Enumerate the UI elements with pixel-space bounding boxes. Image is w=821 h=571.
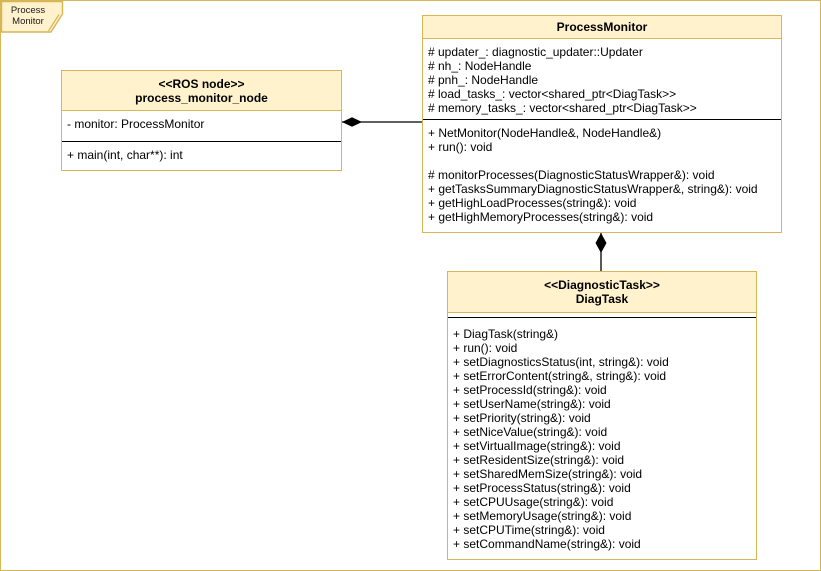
- method-line: + DiagTask(string&): [453, 327, 559, 341]
- methods-compartment: [423, 120, 781, 232]
- class-stereotype: <<ROS node>>: [158, 76, 245, 91]
- method-line: + setVirtualImage(string&): void: [453, 439, 621, 453]
- method-line: + setPriority(string&): void: [453, 411, 591, 425]
- class-box-process-monitor-node[interactable]: [61, 70, 342, 171]
- diagram-tab-label: Process Monitor: [10, 5, 46, 27]
- method-line: + setUserName(string&): void: [453, 397, 611, 411]
- method-line: + setCPUTime(string&): void: [453, 523, 605, 537]
- method-line: + getTasksSummaryDiagnosticStatusWrapper&, string&): void: [428, 182, 758, 196]
- class-header: [423, 16, 781, 39]
- method-line: + setProcessStatus(string&): void: [453, 481, 631, 495]
- composition-edge-monitor-to-diagtask[interactable]: [596, 233, 607, 271]
- attribute-line: - monitor: ProcessMonitor: [67, 117, 205, 131]
- method-line: + setSharedMemSize(string&): void: [453, 467, 643, 481]
- class-name: ProcessMonitor: [556, 20, 648, 34]
- method-line: + setCommandName(string&): void: [453, 537, 641, 551]
- method-line: + run(): void: [428, 140, 493, 154]
- class-header: [448, 272, 756, 313]
- composition-diamond: [596, 233, 607, 253]
- class-box-process-monitor[interactable]: [422, 15, 782, 233]
- method-line: + setResidentSize(string&): void: [453, 453, 625, 467]
- method-line: + NetMonitor(NodeHandle&, NodeHandle&): [428, 126, 662, 140]
- class-name: DiagTask: [575, 292, 629, 306]
- method-line: # monitorProcesses(DiagnosticStatusWrapper&): void: [428, 168, 715, 182]
- attribute-line: # memory_tasks_: vector<shared_ptr<DiagTask>>: [428, 101, 697, 115]
- attribute-line: # load_tasks_: vector<shared_ptr<DiagTask>>: [428, 87, 677, 101]
- method-line: + setErrorContent(string&, string&): void: [453, 369, 667, 383]
- attribute-line: # nh_: NodeHandle: [428, 59, 532, 73]
- attributes-compartment: [62, 111, 341, 142]
- method-line: + setProcessId(string&): void: [453, 383, 607, 397]
- method-line: + setMemoryUsage(string&): void: [453, 509, 632, 523]
- attribute-line: # updater_: diagnostic_updater::Updater: [428, 45, 643, 59]
- method-line: + getHighMemoryProcesses(string&): void: [428, 210, 654, 224]
- method-line: [428, 154, 776, 168]
- class-box-diag-task[interactable]: [447, 271, 757, 560]
- method-line: + getHighLoadProcesses(string&): void: [428, 196, 637, 210]
- method-line: + main(int, char**): int: [67, 148, 183, 162]
- class-stereotype: <<DiagnosticTask>>: [544, 278, 660, 292]
- attribute-line: # pnh_: NodeHandle: [428, 73, 539, 87]
- class-header: [62, 71, 341, 111]
- method-line: + setDiagnosticsStatus(int, string&): void: [453, 355, 669, 369]
- composition-diamond: [342, 117, 362, 127]
- composition-edge-node-to-monitor[interactable]: [342, 117, 422, 127]
- method-line: + run(): void: [453, 341, 518, 355]
- method-line: + setNiceValue(string&): void: [453, 425, 608, 439]
- methods-compartment: [448, 318, 756, 559]
- class-name: process_monitor_node: [135, 90, 268, 105]
- attributes-compartment: [423, 39, 781, 120]
- methods-compartment: [62, 142, 341, 171]
- method-line: + setCPUUsage(string&): void: [453, 495, 614, 509]
